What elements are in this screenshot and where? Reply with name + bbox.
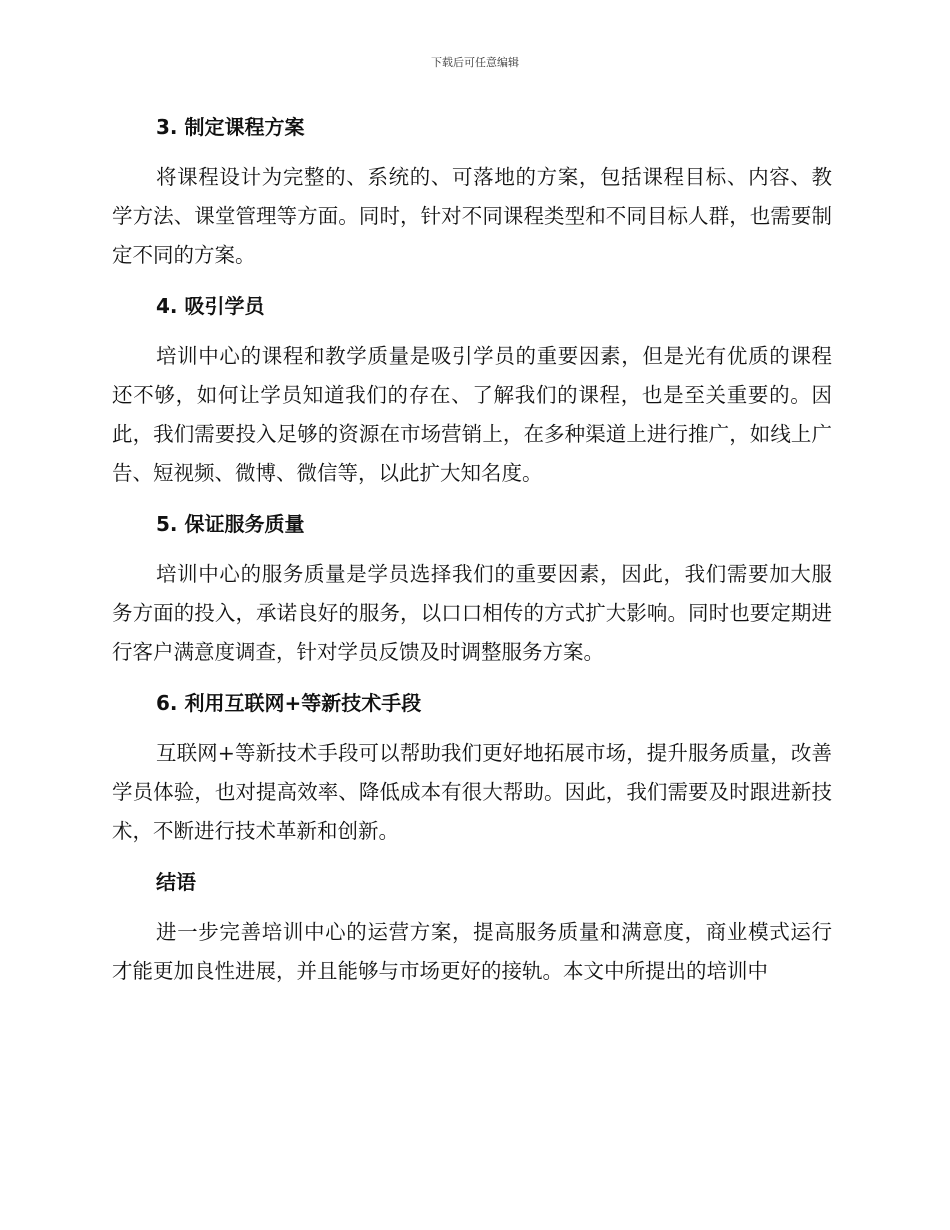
section-paragraph: 培训中心的课程和教学质量是吸引学员的重要因素，但是光有优质的课程还不够，如何让学员知道我们的存在、了解我们的课程，也是至关重要的。因此，我们需要投入足够的资源在市场营销上，在多种渠道上进行推广，如线上广告、短视频、微博、微信等，以此扩大知名度。 [112,344,832,485]
section-heading: 4. 吸引学员 [156,294,265,318]
section-heading: 6. 利用互联网+等新技术手段 [156,691,422,715]
section-paragraph: 进一步完善培训中心的运营方案，提高服务质量和满意度，商业模式运行才能更加良性进展，并且能够与市场更好的接轨。本文中所提出的培训中 [112,920,832,983]
running-header: 下载后可任意编辑 [431,56,519,69]
document-body [112,110,832,991]
section-attract-students [112,289,832,507]
section-heading: 3. 制定课程方案 [156,115,305,139]
section-heading: 5. 保证服务质量 [156,512,305,536]
section-service-quality [112,507,832,686]
section-course-plan [112,110,832,289]
section-paragraph: 培训中心的服务质量是学员选择我们的重要因素，因此，我们需要加大服务方面的投入，承诺良好的服务，以口口相传的方式扩大影响。同时也要定期进行客户满意度调查，针对学员反馈及时调整服务方案。 [112,562,832,664]
section-heading: 结语 [156,870,196,894]
section-paragraph: 互联网+等新技术手段可以帮助我们更好地拓展市场，提升服务质量，改善学员体验，也对提高效率、降低成本有很大帮助。因此，我们需要及时跟进新技术，不断进行技术革新和创新。 [112,741,832,843]
section-internet-plus [112,686,832,865]
section-paragraph: 将课程设计为完整的、系统的、可落地的方案，包括课程目标、内容、教学方法、课堂管理等方面。同时，针对不同课程类型和不同目标人群，也需要制定不同的方案。 [112,165,832,267]
section-conclusion [112,865,832,991]
